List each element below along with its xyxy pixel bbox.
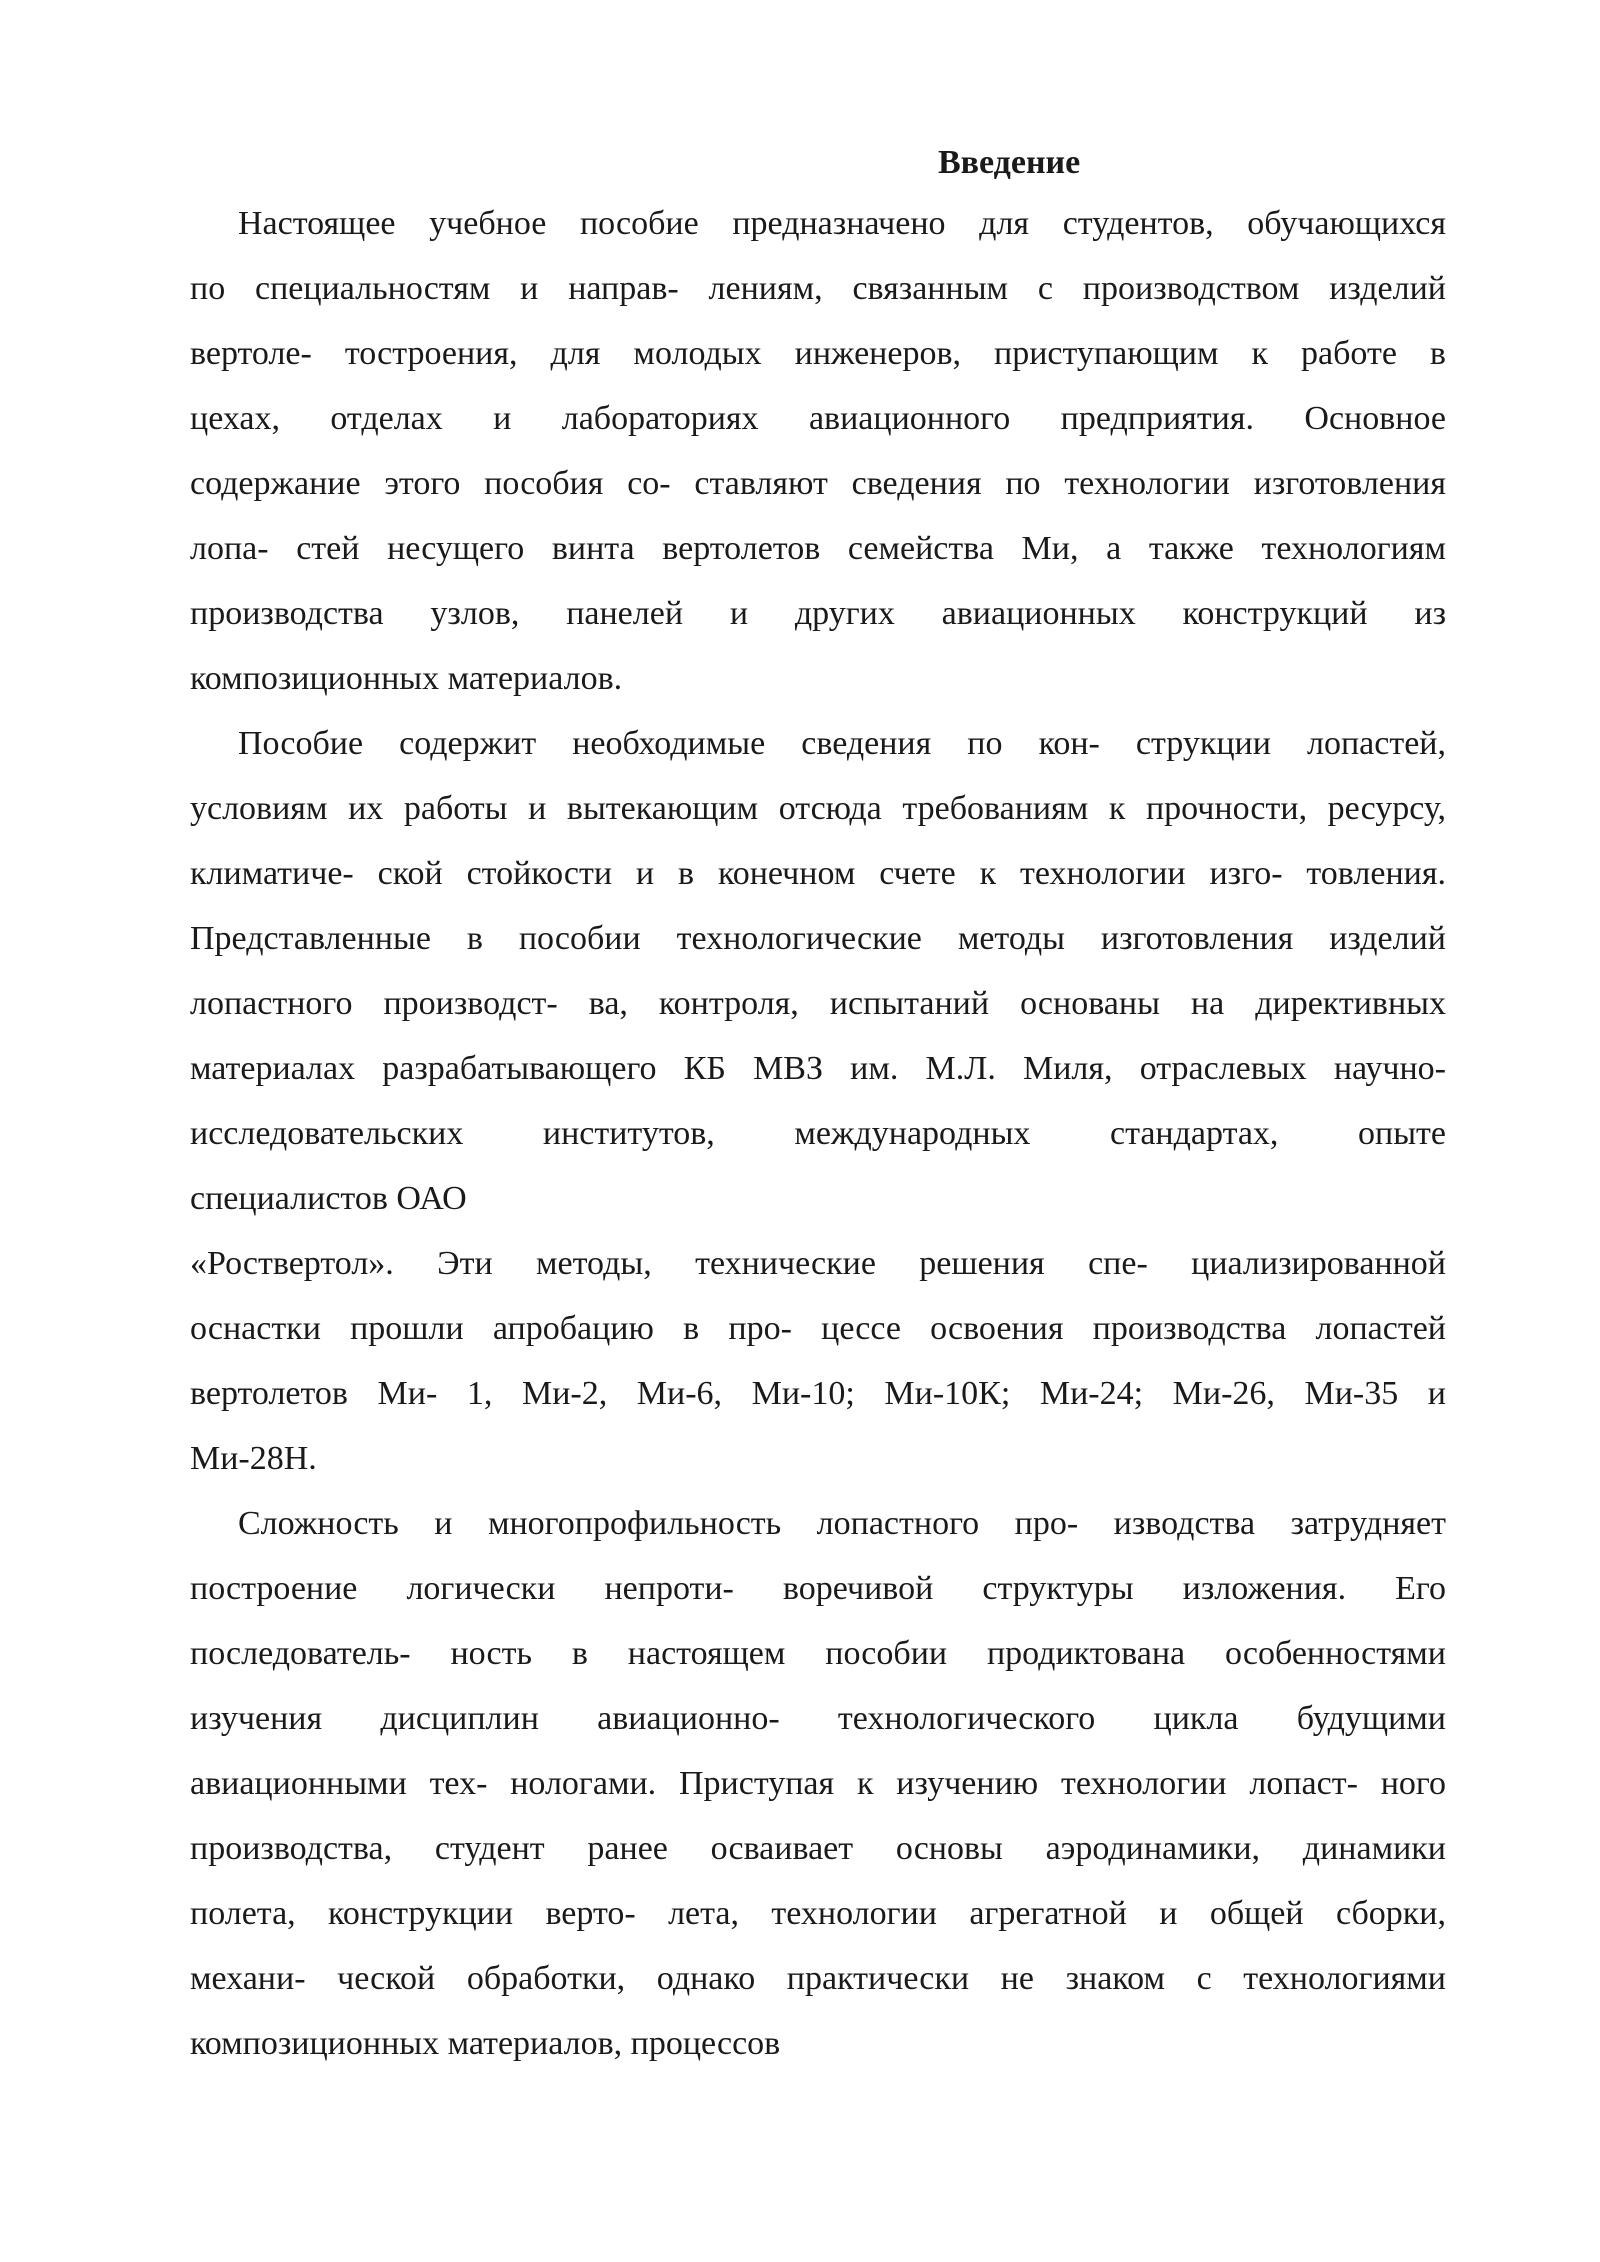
paragraph [190,191,1446,711]
text-line: вертолетов Ми- 1, Ми-2, Ми-6, Ми-10; Ми-10К; Ми-24; Ми-26, Ми-35 и [190,1375,1446,1412]
text-line: полета, конструкции верто- лета, технологии агрегатной и общей сборки, [190,1895,1446,1932]
text-line: цехах, отделах и лабораториях авиационного предприятия. Основное [190,400,1446,437]
paragraphs-container [190,191,1446,2076]
text-line: содержание этого пособия со- ставляют сведения по технологии изготовления [190,465,1446,502]
text-line: условиям их работы и вытекающим отсюда требованиям к прочности, ресурсу, [190,790,1446,827]
text-line: композиционных материалов, процессов [190,2025,781,2062]
text-line: лопастного производст- ва, контроля, испытаний основаны на директивных [190,985,1446,1022]
text-line: по специальностям и направ- лениям, связанным с производством изделий [190,270,1446,307]
text-line: производства узлов, панелей и других авиационных конструкций из [190,595,1446,632]
text-line: изучения дисциплин авиационно- технологического цикла будущими [190,1700,1446,1737]
text-line: композиционных материалов. [190,660,623,697]
paragraph [190,711,1446,1491]
text-line: производства, студент ранее осваивает основы аэродинамики, динамики [190,1830,1446,1867]
text-line: оснастки прошли апробацию в про- цессе освоения производства лопастей [190,1310,1446,1347]
text-line: механи- ческой обработки, однако практически не знаком с технологиями [190,1960,1446,1997]
text-line: Пособие содержит необходимые сведения по кон- струкции лопастей, [238,725,1446,762]
text-line: авиационными тех- нологами. Приступая к изучению технологии лопаст- ного [190,1765,1446,1802]
text-line: «Роствертол». Эти методы, технические решения спе- циализированной [190,1245,1446,1282]
page-title: Введение [938,144,1081,181]
text-line: исследовательских институтов, международных стандартах, опыте [190,1115,1446,1152]
text-line: Сложность и многопрофильность лопастного про- изводства затрудняет [238,1505,1446,1542]
text-line: климатиче- ской стойкости и в конечном счете к технологии изго- товления. [190,855,1446,892]
text-line: вертоле- тостроения, для молодых инженеров, приступающим к работе в [190,335,1446,372]
text-line: Представленные в пособии технологические методы изготовления изделий [190,920,1446,957]
document-body [190,135,1446,2076]
text-line: последователь- ность в настоящем пособии продиктована особенностями [190,1635,1446,1672]
text-line: Ми-28Н. [190,1440,317,1477]
paragraph [190,1491,1446,2076]
text-line: лопа- стей несущего винта вертолетов семейства Ми, а также технологиям [190,530,1446,567]
text-line: специалистов ОАО [190,1180,467,1217]
text-line: материалах разрабатывающего КБ МВЗ им. М.Л. Миля, отраслевых научно- [190,1050,1446,1087]
text-line: Настоящее учебное пособие предназначено для студентов, обучающихся [238,205,1446,242]
text-line: построение логически непроти- воречивой структуры изложения. Его [190,1570,1446,1607]
